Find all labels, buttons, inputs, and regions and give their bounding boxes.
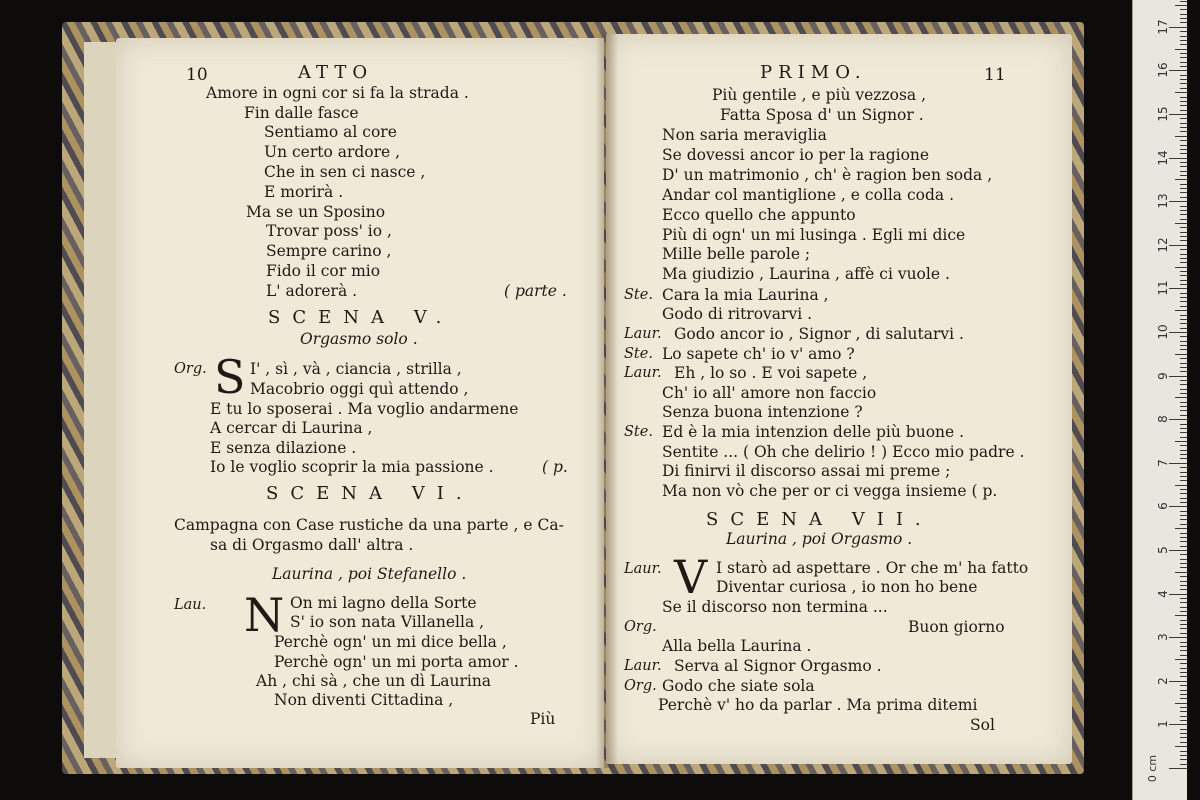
ruler-tick [1180, 454, 1187, 455]
ruler-tick [1175, 92, 1187, 93]
ruler-tick [1169, 27, 1187, 28]
ruler-tick [1169, 376, 1187, 377]
ruler-tick [1180, 323, 1187, 324]
ruler-tick [1180, 493, 1187, 494]
ruler-tick [1175, 179, 1187, 180]
ruler-number: 14 [1156, 149, 1170, 166]
ruler-tick [1180, 389, 1187, 390]
ruler-tick [1180, 402, 1187, 403]
scene-heading: SCENA VI. [266, 483, 474, 504]
verse-line: I' , sì , và , ciancia , strilla , [250, 360, 462, 378]
ruler-tick [1180, 716, 1187, 717]
drop-capital: S [214, 350, 246, 404]
ruler-tick [1180, 306, 1187, 307]
ruler-tick [1169, 637, 1187, 638]
ruler-tick [1169, 463, 1187, 464]
ruler-tick [1180, 341, 1187, 342]
dialogue-line: Buon giorno [908, 618, 1005, 636]
ruler-tick [1180, 184, 1187, 185]
ruler-tick [1180, 110, 1187, 111]
ruler-tick [1180, 140, 1187, 141]
ruler-tick [1180, 502, 1187, 503]
ruler-tick [1180, 663, 1187, 664]
ruler-tick [1180, 685, 1187, 686]
verse-line: E tu lo sposerai . Ma voglio andarmene [210, 400, 519, 418]
ruler-number: 9 [1156, 371, 1170, 380]
scene-setting: Campagna con Case rustiche da una parte , e Ca- [174, 516, 564, 534]
ruler-tick [1180, 240, 1187, 241]
ruler-unit-label: 0 cm [1146, 754, 1160, 783]
ruler-tick [1175, 49, 1187, 50]
drop-capital: N [244, 588, 285, 642]
ruler-number: 10 [1156, 324, 1170, 340]
ruler-tick [1175, 615, 1187, 616]
ruler-tick [1180, 79, 1187, 80]
verse-line: Mille belle parole ; [662, 245, 811, 263]
ruler-tick [1175, 703, 1187, 704]
verse-line: Sentiamo al core [264, 123, 397, 141]
ruler-tick [1180, 694, 1187, 695]
stage-direction: ( p. [542, 458, 568, 476]
ruler-number: 13 [1156, 193, 1170, 209]
ruler-tick [1169, 550, 1187, 551]
left-page-number: 10 [186, 65, 208, 85]
ruler-tick [1180, 284, 1187, 285]
verse-line: Che in sen ci nasce , [264, 163, 426, 181]
verse-line: E senza dilazione . [210, 439, 357, 457]
ruler-tick [1180, 733, 1187, 734]
ruler-tick [1180, 315, 1187, 316]
verse-line: Sempre carino , [266, 242, 392, 260]
speaker-label: Org. [624, 678, 657, 694]
ruler-tick [1180, 563, 1187, 564]
ruler-tick [1180, 275, 1187, 276]
verse-line: Un certo ardore , [264, 143, 401, 161]
ruler-tick [1180, 162, 1187, 163]
verse-line: Più gentile , e più vezzosa , [712, 86, 927, 104]
measuring-ruler [1132, 0, 1187, 800]
catchword: Più [530, 710, 556, 728]
ruler-tick [1180, 751, 1187, 752]
dialogue-line: Godo ancor io , Signor , di salutarvi . [674, 325, 964, 343]
verse-line: On mi lagno della Sorte [290, 594, 477, 612]
ruler-tick [1180, 472, 1187, 473]
ruler-tick [1180, 707, 1187, 708]
ruler-tick [1180, 519, 1187, 520]
stage-direction: ( parte . [504, 282, 567, 300]
verse-line: Diventar curiosa , io non ho bene [716, 578, 978, 596]
verse-line: D' un matrimonio , ch' è ragion ben soda , [662, 166, 993, 184]
ruler-tick [1180, 236, 1187, 237]
ruler-tick [1180, 524, 1187, 525]
ruler-tick [1180, 271, 1187, 272]
ruler-tick [1180, 66, 1187, 67]
ruler-tick [1169, 245, 1187, 246]
ruler-tick [1180, 598, 1187, 599]
ruler-tick [1180, 559, 1187, 560]
ruler-number: 8 [1156, 415, 1170, 424]
ruler-tick [1180, 537, 1187, 538]
ruler-tick [1180, 9, 1187, 10]
ruler-tick [1175, 397, 1187, 398]
verse-line: L' adorerà . [266, 282, 358, 300]
right-running-head: PRIMO. [760, 62, 867, 83]
verse-line: Se il discorso non termina ... [662, 598, 888, 616]
ruler-tick [1180, 258, 1187, 259]
ruler-tick [1180, 97, 1187, 98]
speaker-label: Ste. [624, 346, 653, 362]
ruler-tick [1180, 206, 1187, 207]
ruler-tick [1180, 467, 1187, 468]
ruler-tick [1180, 480, 1187, 481]
ruler-tick [1180, 567, 1187, 568]
ruler-tick [1180, 166, 1187, 167]
ruler-tick [1180, 123, 1187, 124]
left-running-head: ATTO [298, 62, 374, 83]
speaker-label: Laur. [624, 326, 662, 342]
ruler-tick [1180, 349, 1187, 350]
ruler-tick [1180, 432, 1187, 433]
scene-heading: SCENA V. [268, 307, 454, 328]
ruler-tick [1180, 415, 1187, 416]
ruler-tick [1180, 336, 1187, 337]
ruler-tick [1180, 62, 1187, 63]
ruler-number: 7 [1156, 458, 1170, 467]
ruler-tick [1180, 655, 1187, 656]
dialogue-line: Di finirvi il discorso assai mi preme ; [662, 462, 951, 480]
verse-line: Perchè ogn' un mi dice bella , [274, 633, 507, 651]
scene-characters: Orgasmo solo . [300, 330, 418, 348]
dialogue-line: Sentite ... ( Oh che delirio ! ) Ecco mio padre . [662, 443, 1025, 461]
ruler-number: 5 [1156, 546, 1170, 554]
ruler-tick [1180, 759, 1187, 760]
ruler-tick [1180, 581, 1187, 582]
verse-line: Fin dalle fasce [244, 104, 359, 122]
verse-line: I starò ad aspettare . Or che m' ha fatto [716, 559, 1029, 577]
ruler-tick [1180, 232, 1187, 233]
ruler-number: 3 [1156, 633, 1170, 642]
dialogue-line: Eh , lo so . E voi sapete , [674, 364, 868, 382]
speaker-label: Ste. [624, 287, 653, 303]
ruler-tick [1180, 171, 1187, 172]
ruler-tick [1180, 742, 1187, 743]
ruler-tick [1180, 406, 1187, 407]
verse-line: Andar col mantiglione , e colla coda . [662, 186, 955, 204]
ruler-number: 1 [1156, 720, 1170, 729]
dialogue-line: Senza buona intenzione ? [662, 403, 863, 421]
scene-heading: SCENA VII. [706, 509, 933, 530]
ruler-tick [1180, 458, 1187, 459]
ruler-tick [1180, 576, 1187, 577]
ruler-tick [1180, 428, 1187, 429]
ruler-tick [1180, 489, 1187, 490]
ruler-tick [1175, 267, 1187, 268]
ruler-tick [1180, 280, 1187, 281]
ruler-tick [1169, 768, 1187, 769]
ruler-tick [1180, 328, 1187, 329]
ruler-tick [1180, 541, 1187, 542]
ruler-tick [1169, 288, 1187, 289]
verse-line: E morirà . [264, 183, 344, 201]
ruler-tick [1180, 607, 1187, 608]
ruler-tick [1180, 175, 1187, 176]
dialogue-line: Ed è la mia intenzion delle più buone . [662, 423, 965, 441]
ruler-tick [1180, 650, 1187, 651]
speaker-label: Laur. [624, 658, 662, 674]
ruler-tick [1180, 301, 1187, 302]
ruler-tick [1180, 319, 1187, 320]
ruler-tick [1180, 646, 1187, 647]
ruler-tick [1180, 214, 1187, 215]
verse-line: Non diventi Cittadina , [274, 691, 454, 709]
verse-line: Io le voglio scoprir la mia passione . [210, 458, 494, 476]
verse-line: Macobrio oggi quì attendo , [250, 380, 469, 398]
ruler-tick [1175, 528, 1187, 529]
ruler-tick [1180, 437, 1187, 438]
verse-line: Se dovessi ancor io per la ragione [662, 146, 930, 164]
ruler-tick [1180, 628, 1187, 629]
ruler-tick [1175, 659, 1187, 660]
ruler-tick [1180, 698, 1187, 699]
ruler-tick [1169, 724, 1187, 725]
ruler-number: 12 [1156, 237, 1170, 253]
ruler-tick [1180, 554, 1187, 555]
ruler-tick [1175, 354, 1187, 355]
ruler-tick [1180, 363, 1187, 364]
dialogue-line: Lo sapete ch' io v' amo ? [662, 345, 855, 363]
ruler-tick [1180, 358, 1187, 359]
speaker-label: Laur. [624, 561, 662, 577]
verse-line: S' io son nata Villanella , [290, 613, 485, 631]
ruler-tick [1180, 450, 1187, 451]
verse-line: Ma giudizio , Laurina , affè ci vuole . [662, 265, 950, 283]
ruler-tick [1180, 149, 1187, 150]
speaker-label: Ste. [624, 424, 653, 440]
ruler-tick [1180, 210, 1187, 211]
dialogue-line: Alla bella Laurina . [662, 637, 812, 655]
right-page-number: 11 [984, 65, 1006, 85]
verse-line: Perchè ogn' un mi porta amor . [274, 653, 519, 671]
ruler-tick [1180, 118, 1187, 119]
dialogue-line: Serva al Signor Orgasmo . [674, 657, 882, 675]
ruler-tick [1175, 5, 1187, 6]
ruler-tick [1180, 410, 1187, 411]
ruler-number: 15 [1156, 106, 1170, 122]
ruler-tick [1180, 22, 1187, 23]
ruler-tick [1180, 262, 1187, 263]
verse-line: Fido il cor mio [266, 262, 381, 280]
ruler-tick [1175, 223, 1187, 224]
ruler-tick [1180, 18, 1187, 19]
ruler-tick [1180, 737, 1187, 738]
ruler-tick [1169, 158, 1187, 159]
dialogue-line: Ch' io all' amore non faccio [662, 384, 877, 402]
ruler-tick [1180, 668, 1187, 669]
ruler-tick [1180, 75, 1187, 76]
ruler-tick [1180, 105, 1187, 106]
ruler-number: 16 [1156, 62, 1170, 79]
verse-line: Ma se un Sposino [246, 203, 386, 221]
ruler-tick [1180, 642, 1187, 643]
ruler-tick [1180, 764, 1187, 765]
ruler-tick [1180, 611, 1187, 612]
ruler-tick [1169, 419, 1187, 420]
ruler-tick [1180, 585, 1187, 586]
ruler-tick [1180, 424, 1187, 425]
ruler-tick [1169, 114, 1187, 115]
ruler-tick [1169, 681, 1187, 682]
ruler-tick [1169, 70, 1187, 71]
ruler-number: 17 [1156, 19, 1170, 35]
ruler-tick [1180, 57, 1187, 58]
ruler-tick [1175, 136, 1187, 137]
dialogue-line: Perchè v' ho da parlar . Ma prima ditemi [658, 696, 978, 714]
verse-line: Ah , chi sà , che un dì Laurina [256, 672, 492, 690]
ruler-tick [1180, 197, 1187, 198]
ruler-tick [1180, 44, 1187, 45]
ruler-tick [1180, 711, 1187, 712]
ruler-tick [1180, 633, 1187, 634]
ruler-number: 11 [1156, 280, 1170, 297]
ruler-tick [1175, 310, 1187, 311]
ruler-tick [1180, 393, 1187, 394]
ruler-tick [1169, 594, 1187, 595]
ruler-tick [1175, 572, 1187, 573]
ruler-tick [1180, 192, 1187, 193]
ruler-tick [1180, 367, 1187, 368]
ruler-number: 2 [1156, 676, 1170, 685]
ruler-tick [1180, 345, 1187, 346]
speaker-label: Laur. [624, 365, 662, 381]
ruler-tick [1180, 188, 1187, 189]
ruler-tick [1169, 332, 1187, 333]
ruler-tick [1180, 498, 1187, 499]
ruler-tick [1180, 293, 1187, 294]
ruler-number: 6 [1156, 502, 1170, 511]
speaker-label: Org. [174, 361, 207, 377]
drop-capital: V [674, 550, 708, 604]
ruler-tick [1180, 515, 1187, 516]
dialogue-line: Godo che siate sola [662, 677, 815, 695]
ruler-tick [1180, 533, 1187, 534]
ruler-tick [1180, 145, 1187, 146]
ruler-tick [1180, 83, 1187, 84]
ruler-tick [1180, 602, 1187, 603]
speaker-label: Lau. [174, 597, 207, 613]
ruler-tick [1175, 485, 1187, 486]
ruler-tick [1180, 153, 1187, 154]
ruler-tick [1180, 227, 1187, 228]
dialogue-line: Ma non vò che per or ci vegga insieme ( p. [662, 482, 998, 500]
verse-line: Più di ogn' un mi lusinga . Egli mi dice [662, 226, 966, 244]
ruler-tick [1175, 441, 1187, 442]
ruler-tick [1180, 31, 1187, 32]
ruler-tick [1180, 720, 1187, 721]
dialogue-line: Cara la mia Laurina , [662, 286, 829, 304]
book-gutter [596, 34, 618, 768]
ruler-tick [1180, 371, 1187, 372]
ruler-tick [1180, 624, 1187, 625]
verse-line: Trovar poss' io , [266, 222, 392, 240]
verse-line: Non saria meraviglia [662, 126, 827, 144]
ruler-tick [1180, 620, 1187, 621]
ruler-tick [1180, 690, 1187, 691]
ruler-tick [1180, 131, 1187, 132]
catchword: Sol [970, 716, 995, 734]
speaker-label: Org. [624, 619, 657, 635]
ruler-tick [1180, 380, 1187, 381]
ruler-tick [1180, 546, 1187, 547]
ruler-tick [1180, 36, 1187, 37]
scene-characters: Laurina , poi Orgasmo . [726, 530, 913, 548]
ruler-tick [1180, 14, 1187, 15]
ruler-tick [1180, 40, 1187, 41]
ruler-tick [1180, 88, 1187, 89]
ruler-tick [1175, 746, 1187, 747]
verse-line: Ecco quello che appunto [662, 206, 856, 224]
ruler-tick [1180, 511, 1187, 512]
ruler-number: 4 [1156, 589, 1170, 598]
ruler-tick [1180, 127, 1187, 128]
ruler-tick [1180, 53, 1187, 54]
ruler-tick [1180, 476, 1187, 477]
ruler-tick [1180, 755, 1187, 756]
scene-setting: sa di Orgasmo dall' altra . [210, 536, 414, 554]
ruler-tick [1180, 672, 1187, 673]
ruler-tick [1180, 1, 1187, 2]
ruler-tick [1180, 101, 1187, 102]
scene-characters: Laurina , poi Stefanello . [272, 565, 467, 583]
ruler-tick [1169, 201, 1187, 202]
ruler-tick [1180, 445, 1187, 446]
ruler-tick [1169, 506, 1187, 507]
dialogue-line: Godo di ritrovarvi . [662, 305, 813, 323]
ruler-tick [1180, 254, 1187, 255]
verse-line: Fatta Sposa d' un Signor . [720, 106, 924, 124]
ruler-tick [1180, 384, 1187, 385]
verse-line: A cercar di Laurina , [210, 419, 373, 437]
ruler-tick [1180, 297, 1187, 298]
ruler-tick [1180, 249, 1187, 250]
ruler-tick [1180, 729, 1187, 730]
ruler-tick [1180, 589, 1187, 590]
verse-line: Amore in ogni cor si fa la strada . [206, 84, 469, 102]
ruler-tick [1180, 676, 1187, 677]
ruler-tick [1180, 219, 1187, 220]
